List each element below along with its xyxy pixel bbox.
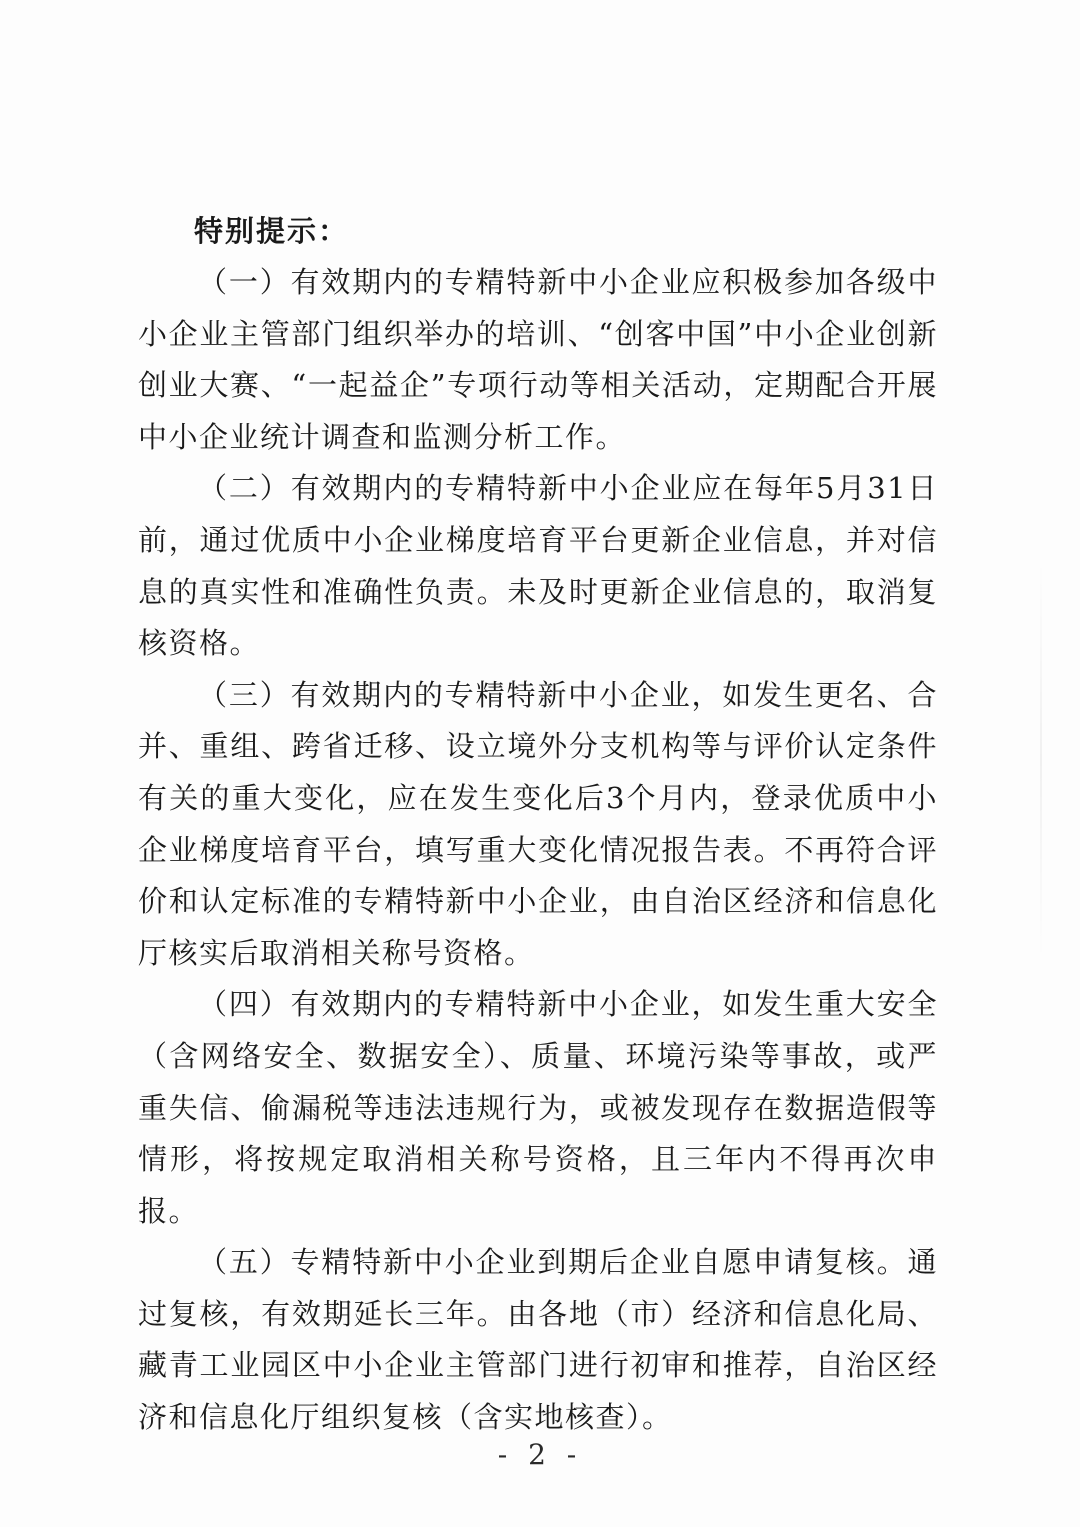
scan-shadow — [1040, 560, 1042, 960]
paragraph-2: （二）有效期内的专精特新中小企业应在每年5月31日前，通过优质中小企业梯度培育平台更新企业信息，并对信息的真实性和准确性负责。未及时更新企业信息的，取消复核资格。 — [138, 471, 938, 661]
document-body — [138, 205, 938, 1444]
paragraph-4: （四）有效期内的专精特新中小企业，如发生重大安全（含网络安全、数据安全）、质量、环境污染等事故，或严重失信、偷漏税等违法违规行为，或被发现存在数据造假等情形，将按规定取消相关称号资格，且三年内不得再次申报。 — [138, 987, 938, 1228]
section-heading: 特别提示： — [194, 214, 350, 248]
paragraph-5: （五）专精特新中小企业到期后企业自愿申请复核。通过复核，有效期延长三年。由各地（市）经济和信息化局、藏青工业园区中小企业主管部门进行初审和推荐，自治区经济和信息化厅组织复核（含实地核查）。 — [138, 1245, 938, 1435]
page-number: - 2 - — [497, 1438, 583, 1471]
paragraph-1: （一）有效期内的专精特新中小企业应积极参加各级中小企业主管部门组织举办的培训、“创客中国”中小企业创新创业大赛、“一起益企”专项行动等相关活动，定期配合开展中小企业统计调查和监测分析工作。 — [138, 265, 938, 454]
paragraph-3: （三）有效期内的专精特新中小企业，如发生更名、合并、重组、跨省迁移、设立境外分支机构等与评价认定条件有关的重大变化，应在发生变化后3个月内，登录优质中小企业梯度培育平台，填写重大变化情况报告表。不再符合评价和认定标准的专精特新中小企业，由自治区经济和信息化厅核实后取消相关称号资格。 — [138, 677, 938, 970]
